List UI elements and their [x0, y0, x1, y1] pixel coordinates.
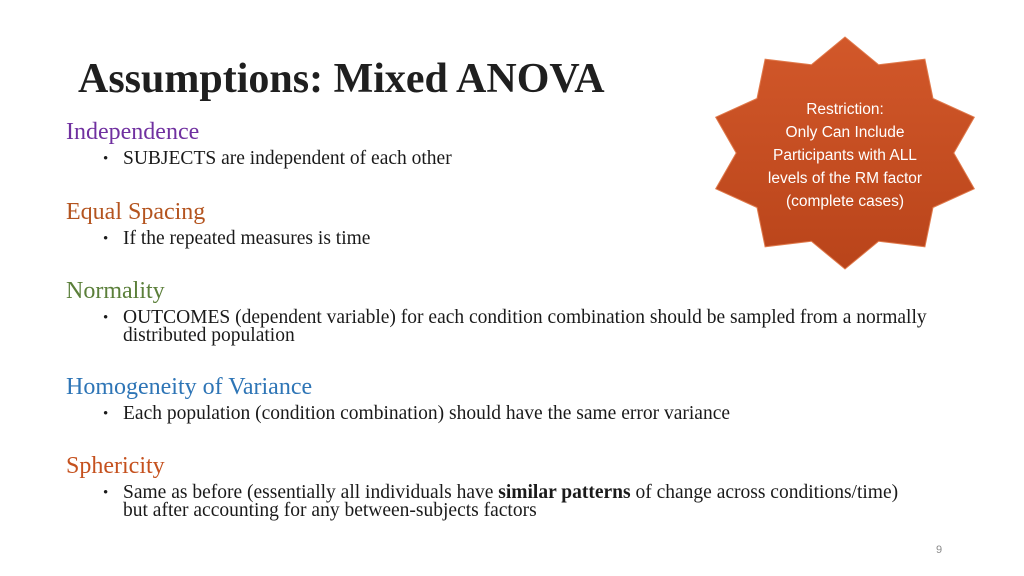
- section-heading: Equal Spacing: [66, 199, 206, 225]
- section-sphericity: [66, 454, 923, 520]
- callout-text: [738, 98, 952, 213]
- bullet-text: Same as before (essentially all individuals have: [123, 482, 499, 503]
- bullet-item: • If the repeated measures is time: [123, 230, 983, 248]
- bullet-text: of change across conditions/time) but after accounting for any between-subjects factors: [123, 482, 899, 521]
- bullet-item: [123, 484, 923, 520]
- callout-line: (complete cases): [785, 193, 904, 210]
- section-heading: Homogeneity of Variance: [66, 374, 313, 400]
- callout-line: Only Can Include: [785, 124, 905, 141]
- bullet-list: [66, 484, 923, 520]
- callout-line: Restriction:: [806, 101, 884, 118]
- bullet-list: [66, 309, 953, 345]
- bullet-item: • Each population (condition combination) should have the same error variance: [123, 405, 1003, 423]
- callout-line: levels of the RM factor: [767, 170, 923, 187]
- section-homogeneity: [66, 375, 1003, 423]
- restriction-callout: [708, 36, 982, 270]
- section-heading: Normality: [66, 278, 165, 304]
- callout-line: Participants with ALL: [773, 147, 917, 164]
- bold-emphasis: similar patterns: [498, 482, 631, 503]
- bullet-list: [66, 405, 1003, 423]
- bullet-item: • SUBJECTS are independent of each other: [123, 150, 983, 168]
- slide-title: Assumptions: Mixed ANOVA: [78, 56, 605, 102]
- section-normality: [66, 279, 953, 345]
- section-heading: Independence: [66, 119, 200, 145]
- page-number: 9: [936, 544, 943, 556]
- section-heading: Sphericity: [66, 453, 165, 479]
- bullet-item: • OUTCOMES (dependent variable) for each condition combination should be sampled from a normally distributed population: [123, 309, 953, 345]
